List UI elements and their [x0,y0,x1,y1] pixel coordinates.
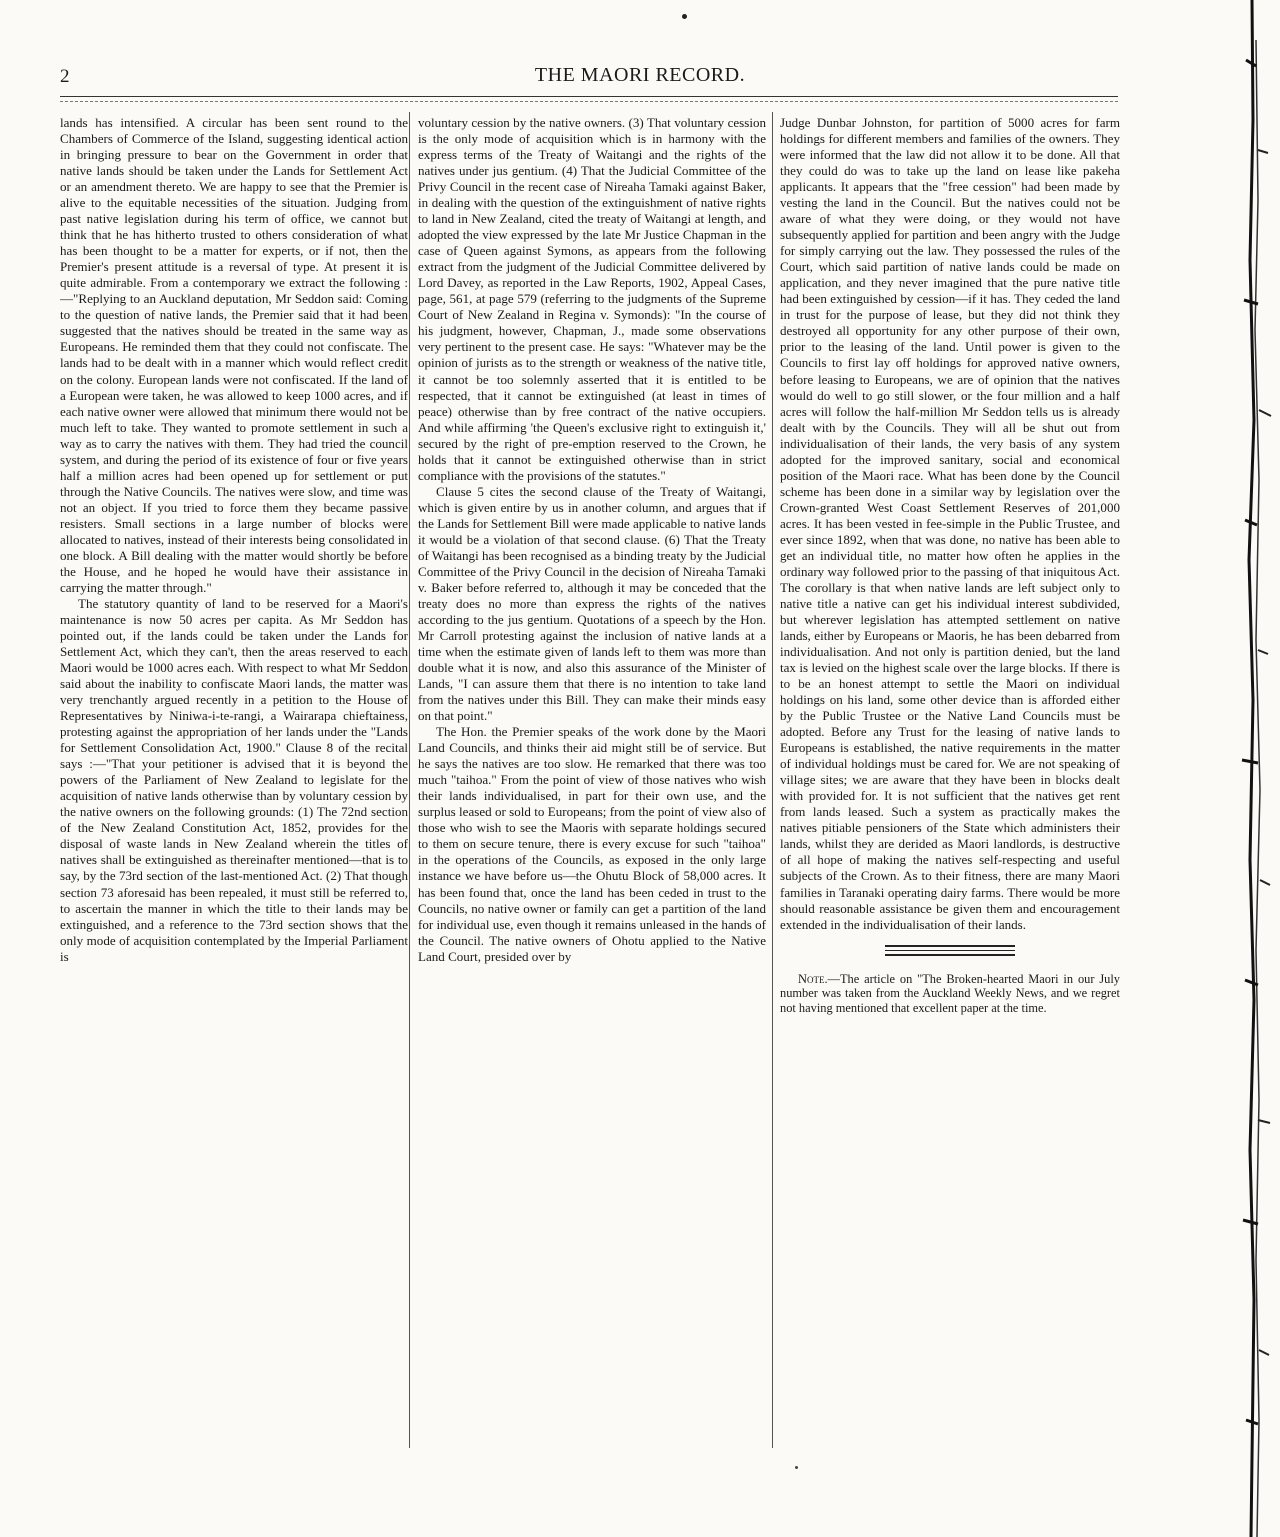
column-divider [409,112,410,1448]
paragraph: Clause 5 cites the second clause of the Treaty of Waitangi, which is given entire by us in another column, and argues that if the Lands for Settlement Bill were made applicable to native lands it would be a violation of that second clause. (6) That the Treaty of Waitangi has been recognised as a binding treaty by the Judicial Committee of the Privy Council in the decision of Nireaha Tamaki v. Baker before referred to, although it may be conceded that the treaty does no more than express the rights of the natives according to the jus gentium. Quotations of a speech by the Hon. Mr Carroll protesting against the inclusion of native lands at a time when the estimate given of lands left to them was more than double what it is now, and also this assurance of the Minister of Lands, "I can assure them that there is no intention to take land from the natives under this Bill. They can make their minds easy on that point." [418,483,766,724]
paragraph: Judge Dunbar Johnston, for partition of 5000 acres for farm holdings for different members and families of the owners. They were informed that the law did not allow it to be done. All that they could do was to take up the land on lease like pakeha applicants. It appears that the "free cession" had been made by vesting the land in the Council. But the natives could not be aware of what they were doing, or they would not have subsequently applied for partition and been angry with the Judge for simply carrying out the law. They possessed the rules of the Court, which said partition of native lands could be made on application, and they never imagined that the pure native title had been extinguished by cession—if it has. They ceded the land in trust for the purpose of lease, but they did not think they destroyed all opportunity for any other purpose of their own, prior to the leasing of the land. Until power is given to the Councils to first lay off holdings for approved native owners, before leasing to Europeans, we are of opinion that the natives would do well to go still slower, or the four million and a half acres will follow the half-million Mr Seddon tells us is already dealt with by the Councils. They will all be shut out from individualisation of their lands, the very basis of any system adopted for the improved sanitary, social and economical position of the Maori race. What has been done by the Council scheme has been done in a similar way by legislation over the Crown-granted West Coast Settlement Reserves of 201,000 acres. It has been vested in fee-simple in the Public Trustee, and ever since 1892, when that was done, no native has been able to get an individual title, no matter how often he applies in the ordinary way followed prior to the passing of that iniquitous Act. The corollary is that when native lands are left subject only to native title a native can get his individual interest subdivided, but wherever legislation has attempted settlement on native lands, either by Europeans or Maoris, he has been debarred from individualisation. And not only is partition denied, but the land tax is levied on the highest scale over the large blocks. If there is to be an honest attempt to settle the Maori on individual holdings on his land, some other device than is afforded either by the Public Trustee or the Native Land Councils must be adopted. Before any Trust for the leasing of native lands to Europeans is established, the native requirements in the matter of individual holdings must be cared for. We are not speaking of village sites; we are aware that they have been in blocks dealt with provided for. It is not sufficient that the natives get rent from lands leased. Such a system as practically makes the natives pitiable pensioners of the State which administers their lands, whilst they are derided as Maori landlords, is destructive of all hope of making the natives self-respecting and useful subjects of the Crown. As to their fitness, there are many Maori families in Taranaki operating dairy farms. There would be more should reasonable assistance be given them and encouragement extended in the individualisation of their lands. [780,115,1120,932]
torn-binding-edge [1236,0,1280,1537]
print-speck [682,14,687,19]
header-rule [60,96,1118,97]
section-ornament-rule [780,945,1120,956]
paragraph: The Hon. the Premier speaks of the work done by the Maori Land Councils, and thinks their aid might still be of service. But he says the natives are too slow. He remarked that there was too much "taihoa." From the point of view of those natives who wish their lands individualised, in part for their own use, and the surplus leased or sold to Europeans; from the point of view also of those who wish to see the Maoris with separate holdings secured to them on secure tenure, there is every excuse for such "taihoa" in the operations of the Councils, as exposed in the only large instance we have before us—the Ohutu Block of 58,000 acres. It has been found that, once the land has been ceded in trust to the Councils, no native owner or family can get a partition of the land for individual use, even though it remains unleased in the hands of the Council. The native owners of Ohotu applied to the Native Land Court, presided over by [418,724,766,964]
column-1 [60,115,408,1455]
paragraph: voluntary cession by the native owners. (3) That voluntary cession is the only mode of acquisition which is in harmony with the express terms of the Treaty of Waitangi and the rights of the natives under jus gentium. (4) That the Judicial Committee of the Privy Council in the recent case of Nireaha Tamaki against Baker, in dealing with the question of the extinguishment of native rights to land in New Zealand, cited the treaty of Waitangi at length, and adopted the view expressed by the late Mr Justice Chapman in the case of Queen against Symons, as appears from the following extract from the judgment of the Judicial Committee delivered by Lord Davey, as reported in the Law Reports, 1902, Appeal Cases, page, 561, at page 579 (referring to the judgments of the Supreme Court of New Zealand in Regina v. Symonds): "In the course of his judgment, however, Chapman, J., made some observations very pertinent to the present case. He says: "Whatever may be the opinion of jurists as to the strength or weakness of the native title, it cannot be too solemnly asserted that it is entitled to be respected, that it cannot be extinguished (at least in times of peace) otherwise than by free contract of the native occupiers. And while affirming 'the Queen's exclusive right to extinguish it,' secured by the right of pre-emption reserved to the Crown, he holds that it cannot be extinguished otherwise than in strict compliance with the provisions of the statutes." [418,115,766,483]
column-2 [418,115,766,1455]
note-label: Note. [798,971,828,986]
paragraph: The statutory quantity of land to be reserved for a Maori's maintenance is now 50 acres per capita. As Mr Seddon has pointed out, if the lands could be taken under the Lands for Settlement Act, which they can't, then the areas reserved to each Maori would be 1000 acres each. With respect to what Mr Seddon said about the inability to confiscate Maori lands, the matter was very trenchantly argued recently in a petition to the House of Representatives by Niniwa-i-te-rangi, a Wairarapa chieftainess, protesting against the appropriation of her lands under the "Lands for Settlement Consolidation Act, 1900." Clause 8 of the recital says :—"That your petitioner is advised that it is beyond the powers of the Parliament of New Zealand to legislate for the acquisition of native lands otherwise than by voluntary cession by the native owners on the following grounds: (1) The 72nd section of the New Zealand Constitution Act, 1852, provides for the disposal of waste lands in New Zealand wherein the titles of natives shall be extinguished as thereinafter mentioned—that is to say, by the 73rd section of the last-mentioned Act. (2) That though section 73 aforesaid has been repealed, it must still be referred to, to ascertain the manner in which the title to their lands may be extinguished, and a reference to the 73rd section shows that the only mode of acquisition contemplated by the Imperial Parliament is [60,595,408,964]
paragraph: lands has intensified. A circular has been sent round to the Chambers of Commerce of the Island, suggesting identical action in bringing pressure to bear on the Government in order that native lands should be taken under the Lands for Settlement Act or an amendment thereto. We are happy to see that the Premier is alive to the equitable necessities of the situation. Judging from past native legislation during his term of office, we cannot but think that he has hitherto trusted to others consideration of what has been thought to be a matter for experts, or if not, then the Premier's present attitude is a reversal of type. At present it is quite admirable. From a contemporary we extract the following :—"Replying to an Auckland deputation, Mr Seddon said: Coming to the question of native lands, the Premier said that it had been suggested that the natives should be treated in the same way as Europeans. He reminded them that they could not confiscate. The lands had to be dealt with in a manner which would reflect credit on the colony. European lands were not confiscated. If the land of a European were taken, he was allowed to keep 1000 acres, and if each native owner were allowed that minimum there would not be much left to take. They wanted to promote settlement in such a way as to carry the natives with them. They had tried the council system, and during the period of its existence of four or five years half a million acres had been opened up for settlement or put through the Native Councils. The natives were slow, and time was not an object. If you tried to force them they became passive resisters. Small sections in a large number of blocks were allocated to natives, instead of their interests being consolidated in one block. A Bill dealing with the matter would shortly be before the House, and he hoped he would have their assistance in carrying the matter through." [60,115,408,595]
column-3 [780,115,1120,1455]
column-divider [772,112,773,1448]
header-dashed-rule [60,101,1118,102]
running-title: THE MAORI RECORD. [534,64,746,86]
editorial-note [780,972,1120,1016]
page-number: 2 [60,66,70,87]
print-speck [795,1466,798,1469]
note-text: —The article on "The Broken-hearted Maori in our July number was taken from the Auckland Weekly News, and we regret not having mentioned that excellent paper at the time. [780,971,1120,1015]
